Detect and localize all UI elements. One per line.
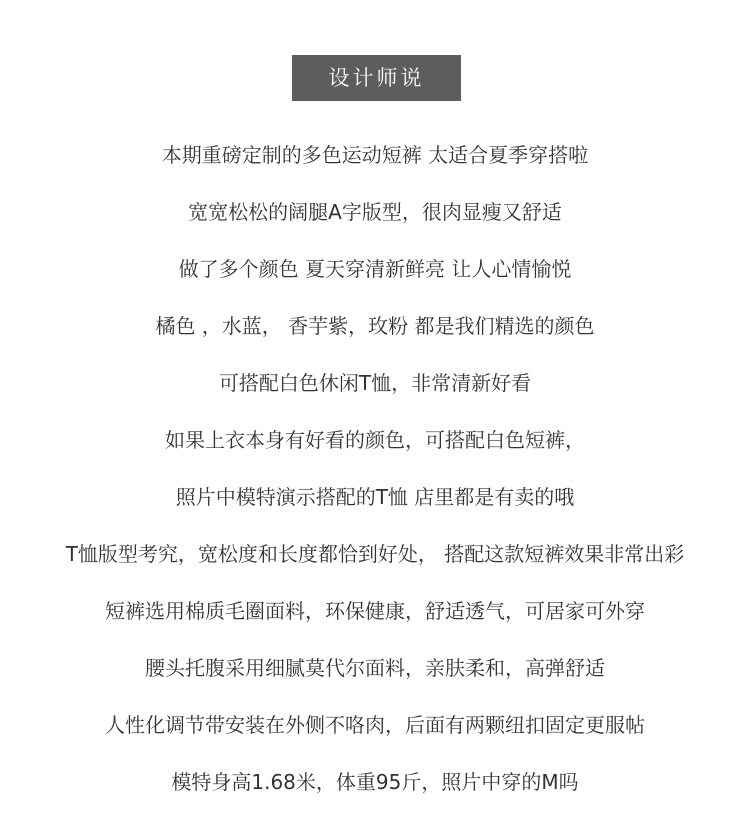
description-line: T恤版型考究，宽松度和长度都恰到好处， 搭配这款短裤效果非常出彩 (65, 541, 685, 566)
description-line: 腰头托腹采用细腻莫代尔面料，亲肤柔和，高弹舒适 (145, 655, 605, 680)
description-list (0, 126, 750, 810)
description-line: 做了多个颜色 夏天穿清新鲜亮 让人心情愉悦 (178, 256, 572, 281)
description-line: 人性化调节带安装在外侧不咯肉，后面有两颗纽扣固定更服帖 (105, 712, 645, 737)
description-line: 本期重磅定制的多色运动短裤 太适合夏季穿搭啦 (161, 142, 589, 167)
description-line: 模特身高1.68米，体重95斤，照片中穿的M吗 (171, 769, 579, 794)
description-line: 照片中模特演示搭配的T恤 店里都是有卖的哦 (175, 484, 575, 509)
description-line: 如果上衣本身有好看的颜色，可搭配白色短裤， (165, 427, 585, 452)
description-line: 可搭配白色休闲T恤，非常清新好看 (218, 370, 532, 395)
section-title-badge (292, 55, 461, 101)
description-line: 短裤选用棉质毛圈面料，环保健康，舒适透气，可居家可外穿 (105, 598, 645, 623)
description-line: 宽宽松松的阔腿A字版型，很肉显瘦又舒适 (188, 199, 562, 224)
description-line: 橘色 ，水蓝， 香芋紫，玫粉 都是我们精选的颜色 (155, 313, 595, 338)
section-title: 设计师说 (328, 65, 425, 90)
